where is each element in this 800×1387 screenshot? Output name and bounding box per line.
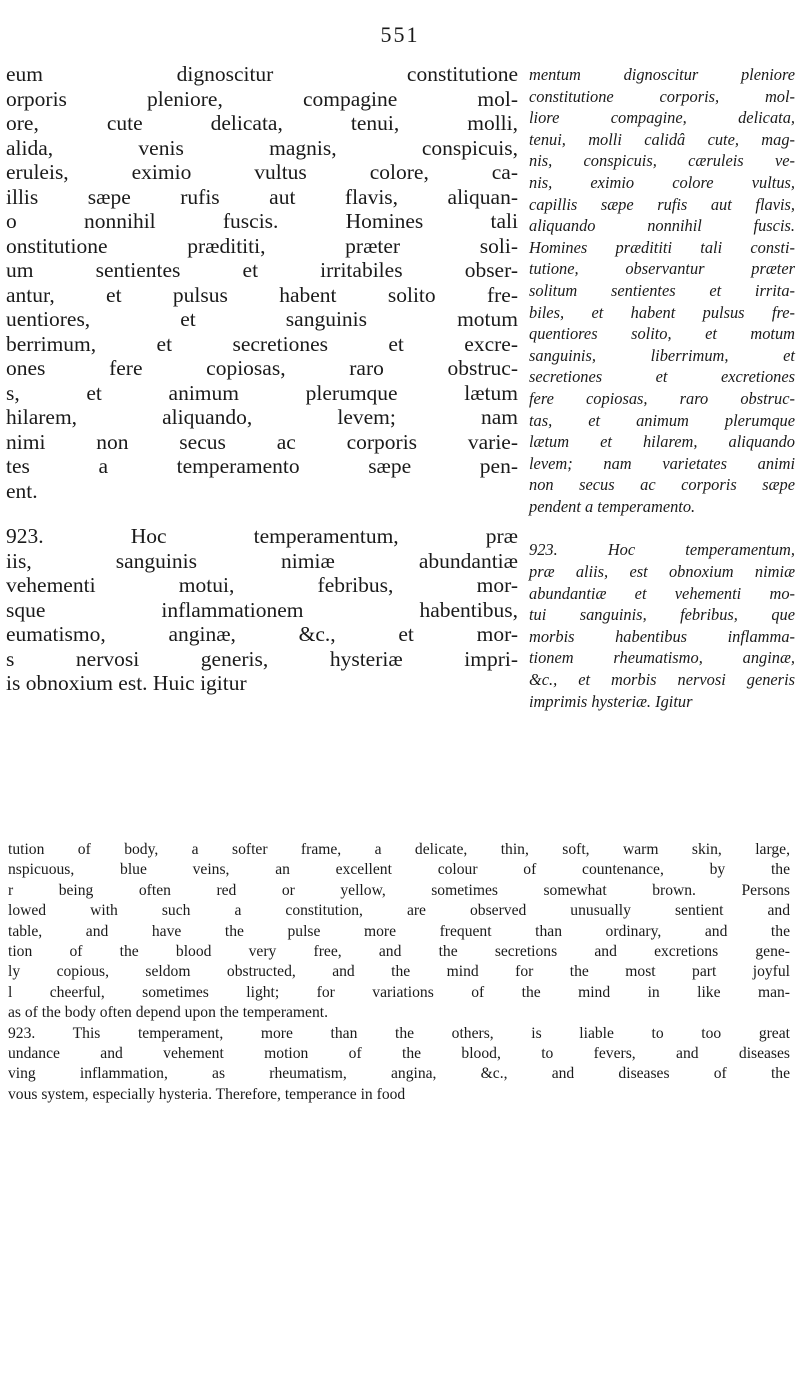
- italic-line: fere copiosas, raro obstruc-: [529, 388, 795, 408]
- italic-para2-line: præ aliis, est obnoxium nimiæ: [529, 562, 795, 582]
- translation-line: l cheerful, sometimes light; for variations of the mind in like man-: [8, 983, 790, 1001]
- italic-para2-line: tionem rheumatismo, anginæ,: [529, 648, 795, 668]
- italic-para2-line: imprimis hysteriæ. Igitur: [529, 691, 693, 711]
- translation-line: nspicuous, blue veins, an excellent colour of countenance, by the: [8, 861, 790, 879]
- latin-line: ones fere copiosas, raro obstruc-: [6, 356, 518, 380]
- translation-block: [8, 840, 790, 1105]
- latin-line: tes a temperamento sæpe pen-: [6, 454, 518, 478]
- italic-line: solitum sentientes et irrita-: [529, 280, 795, 300]
- italic-line: Homines prædititi tali consti-: [529, 237, 795, 257]
- italic-line: nis, eximio colore vultus,: [529, 172, 795, 192]
- latin-line: ore, cute delicata, tenui, molli,: [6, 111, 518, 135]
- latin-line: um sentientes et irritabiles obser-: [6, 258, 518, 282]
- translation-line: tution of body, a softer frame, a delicate, thin, soft, warm skin, large,: [8, 841, 790, 858]
- translation-line: ving inflammation, as rheumatism, angina, &c., and diseases of the: [8, 1065, 790, 1083]
- italic-line: liore compagine, delicata,: [529, 108, 795, 128]
- italic-line: aliquando nonnihil fuscis.: [529, 216, 795, 236]
- latin-para2-line: vehementi motui, febribus, mor-: [6, 573, 518, 597]
- latin-para2-line: 923. Hoc temperamentum, præ: [6, 524, 518, 548]
- latin-line: nimi non secus ac corporis varie-: [6, 429, 518, 454]
- italic-line: mentum dignoscitur pleniore: [529, 65, 795, 84]
- italic-para2-line: &c., et morbis nervosi generis: [529, 670, 795, 690]
- latin-line: orporis pleniore, compagine mol-: [6, 86, 518, 111]
- italic-line: quentiores solito, et motum: [529, 324, 795, 344]
- italic-line: capillis sæpe rufis aut flavis,: [529, 194, 795, 214]
- latin-line: antur, et pulsus habent solito fre-: [6, 282, 518, 307]
- translation-line: vous system, especially hysteria. Therefore, temperance in food: [8, 1085, 406, 1103]
- latin-line: s, et animum plerumque lætum: [6, 380, 518, 405]
- italic-line: nis, conspicuis, cæruleis ve-: [529, 151, 795, 171]
- italic-line: tenui, molli calidâ cute, mag-: [529, 129, 795, 149]
- italic-line: non secus ac corporis sæpe: [529, 475, 795, 495]
- italic-line: tas, et animum plerumque: [529, 410, 795, 430]
- italic-line: tutione, observantur præter: [529, 259, 795, 279]
- latin-para2-line: s nervosi generis, hysteriæ impri-: [6, 646, 518, 671]
- italic-para2-line: abundantiæ et vehementi mo-: [529, 583, 795, 603]
- latin-line: o nonnihil fuscis. Homines tali: [6, 209, 518, 233]
- latin-line: eum dignoscitur constitutione: [6, 62, 518, 86]
- italic-line: secretiones et excretiones: [529, 367, 795, 387]
- italic-line: pendent a temperamento.: [529, 496, 696, 516]
- translation-line: tion of the blood very free, and the secretions and excretions gene-: [8, 943, 790, 961]
- italic-line: lætum et hilarem, aliquando: [529, 432, 795, 452]
- latin-para2-line: iis, sanguinis nimiæ abundantiæ: [6, 548, 518, 573]
- latin-para2-line: sque inflammationem habentibus,: [6, 597, 518, 622]
- latin-column: [6, 62, 518, 696]
- latin-line: uentiores, et sanguinis motum: [6, 307, 518, 331]
- translation-line: 923. This temperament, more than the others, is liable to too great: [8, 1024, 790, 1042]
- latin-line: ent.: [6, 478, 38, 503]
- latin-para2-line: eumatismo, anginæ, &c., et mor-: [6, 622, 518, 646]
- latin-line: onstitutione prædititi, præter soli-: [6, 233, 518, 258]
- italic-line: levem; nam varietates animi: [529, 453, 795, 473]
- italic-para2-line: morbis habentibus inflamma-: [529, 626, 795, 646]
- latin-line: hilarem, aliquando, levem; nam: [6, 405, 518, 429]
- translation-line: undance and vehement motion of the blood, to fevers, and diseases: [8, 1045, 790, 1063]
- latin-line: berrimum, et secretiones et excre-: [6, 331, 518, 356]
- italic-line: biles, et habent pulsus fre-: [529, 302, 795, 322]
- latin-para2-line: is obnoxium est. Huic igitur: [6, 671, 247, 695]
- translation-line: r being often red or yellow, sometimes somewhat brown. Persons: [8, 881, 790, 899]
- translation-line: lowed with such a constitution, are observed unusually sentient and: [8, 902, 790, 920]
- italic-line: sanguinis, liberrimum, et: [529, 345, 795, 365]
- latin-line: alida, venis magnis, conspicuis,: [6, 135, 518, 160]
- italic-line: constitutione corporis, mol-: [529, 86, 795, 106]
- latin-line: eruleis, eximio vultus colore, ca-: [6, 160, 518, 184]
- page-number: 551: [380, 22, 420, 47]
- latin-line: illis sæpe rufis aut flavis, aliquan-: [6, 184, 518, 209]
- translation-line: as of the body often depend upon the temperament.: [8, 1004, 329, 1022]
- italic-para2-line: 923. Hoc temperamentum,: [529, 540, 795, 560]
- italic-para2-line: tui sanguinis, febribus, que: [529, 605, 795, 625]
- translation-line: ly copious, seldom obstructed, and the mind for the most part joyful: [8, 963, 790, 981]
- translation-line: table, and have the pulse more frequent than ordinary, and the: [8, 922, 790, 940]
- italic-column: [529, 64, 795, 712]
